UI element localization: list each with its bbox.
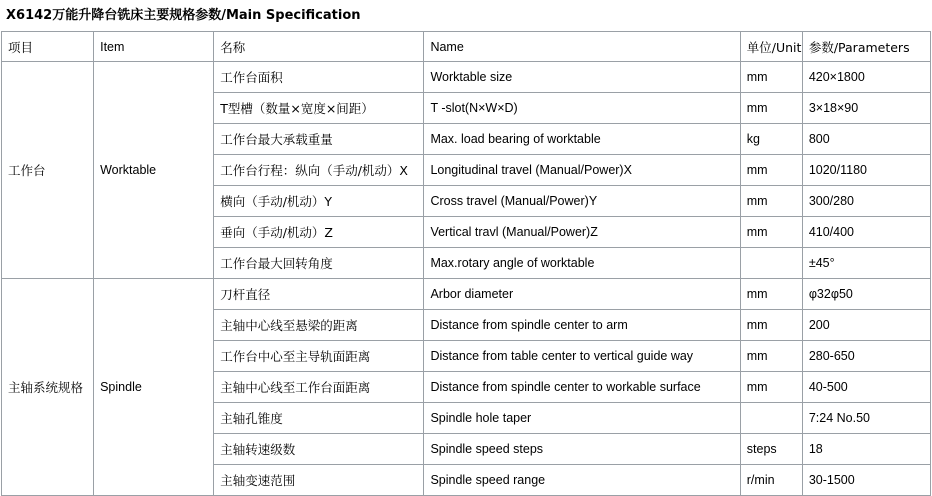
spec-unit: mm: [740, 372, 802, 403]
spec-name-en: Vertical travl (Manual/Power)Z: [424, 217, 740, 248]
spec-name-cn: 主轴中心线至工作台面距离: [214, 372, 424, 403]
spec-unit: r/min: [740, 465, 802, 496]
spec-value: φ32φ50: [802, 279, 930, 310]
spec-unit: [740, 248, 802, 279]
spec-value: 410/400: [802, 217, 930, 248]
spec-value: 300/280: [802, 186, 930, 217]
column-header-parameters: 参数/Parameters: [802, 32, 930, 62]
table-header-row: [2, 32, 931, 62]
spec-unit: kg: [740, 124, 802, 155]
spec-name-en: Spindle speed steps: [424, 434, 740, 465]
spec-value: 30-1500: [802, 465, 930, 496]
spec-value: 1020/1180: [802, 155, 930, 186]
spec-name-cn: 横向（手动/机动）Y: [214, 186, 424, 217]
spec-name-en: T -slot(N×W×D): [424, 93, 740, 124]
spec-value: ±45°: [802, 248, 930, 279]
specification-table: [1, 31, 931, 496]
column-header-item-en: Item: [94, 32, 214, 62]
spec-name-en: Max. load bearing of worktable: [424, 124, 740, 155]
spec-name-en: Cross travel (Manual/Power)Y: [424, 186, 740, 217]
column-header-unit: 单位/Unit: [740, 32, 802, 62]
spec-unit: mm: [740, 93, 802, 124]
group-label-cn: 工作台: [2, 62, 94, 279]
spec-unit: steps: [740, 434, 802, 465]
spec-name-cn: 工作台最大回转角度: [214, 248, 424, 279]
spec-unit: mm: [740, 341, 802, 372]
spec-name-en: Spindle hole taper: [424, 403, 740, 434]
spec-value: 200: [802, 310, 930, 341]
spec-unit: mm: [740, 217, 802, 248]
spec-name-cn: 主轴变速范围: [214, 465, 424, 496]
spec-value: 3×18×90: [802, 93, 930, 124]
spec-name-en: Distance from spindle center to arm: [424, 310, 740, 341]
spec-name-en: Worktable size: [424, 62, 740, 93]
table-row: [2, 62, 931, 93]
spec-name-cn: 刀杆直径: [214, 279, 424, 310]
group-label-en: Spindle: [94, 279, 214, 496]
spec-unit: mm: [740, 62, 802, 93]
spec-value: 40-500: [802, 372, 930, 403]
table-row: [2, 279, 931, 310]
spec-name-cn: 垂向（手动/机动）Z: [214, 217, 424, 248]
spec-unit: mm: [740, 279, 802, 310]
spec-name-cn: 主轴孔锥度: [214, 403, 424, 434]
column-header-item-cn: 项目: [2, 32, 94, 62]
spec-value: 420×1800: [802, 62, 930, 93]
spec-unit: mm: [740, 310, 802, 341]
spec-name-cn: 工作台中心至主导轨面距离: [214, 341, 424, 372]
column-header-name-en: Name: [424, 32, 740, 62]
spec-name-en: Max.rotary angle of worktable: [424, 248, 740, 279]
spec-value: 280-650: [802, 341, 930, 372]
spec-value: 7:24 No.50: [802, 403, 930, 434]
spec-name-cn: T型槽（数量×宽度×间距）: [214, 93, 424, 124]
column-header-name-cn: 名称: [214, 32, 424, 62]
spec-name-cn: 工作台行程：纵向（手动/机动）X: [214, 155, 424, 186]
spec-name-cn: 工作台最大承载重量: [214, 124, 424, 155]
spec-unit: [740, 403, 802, 434]
group-label-en: Worktable: [94, 62, 214, 279]
spec-name-en: Arbor diameter: [424, 279, 740, 310]
group-label-cn: 主轴系统规格: [2, 279, 94, 496]
spec-name-cn: 主轴转速级数: [214, 434, 424, 465]
spec-unit: mm: [740, 155, 802, 186]
spec-name-cn: 主轴中心线至悬梁的距离: [214, 310, 424, 341]
spec-value: 18: [802, 434, 930, 465]
spec-name-cn: 工作台面积: [214, 62, 424, 93]
spec-name-en: Distance from spindle center to workable surface: [424, 372, 740, 403]
spec-name-en: Longitudinal travel (Manual/Power)X: [424, 155, 740, 186]
spec-name-en: Distance from table center to vertical guide way: [424, 341, 740, 372]
spec-value: 800: [802, 124, 930, 155]
page-title: X6142万能升降台铣床主要规格参数/Main Specification: [6, 8, 361, 23]
spec-unit: mm: [740, 186, 802, 217]
spec-name-en: Spindle speed range: [424, 465, 740, 496]
